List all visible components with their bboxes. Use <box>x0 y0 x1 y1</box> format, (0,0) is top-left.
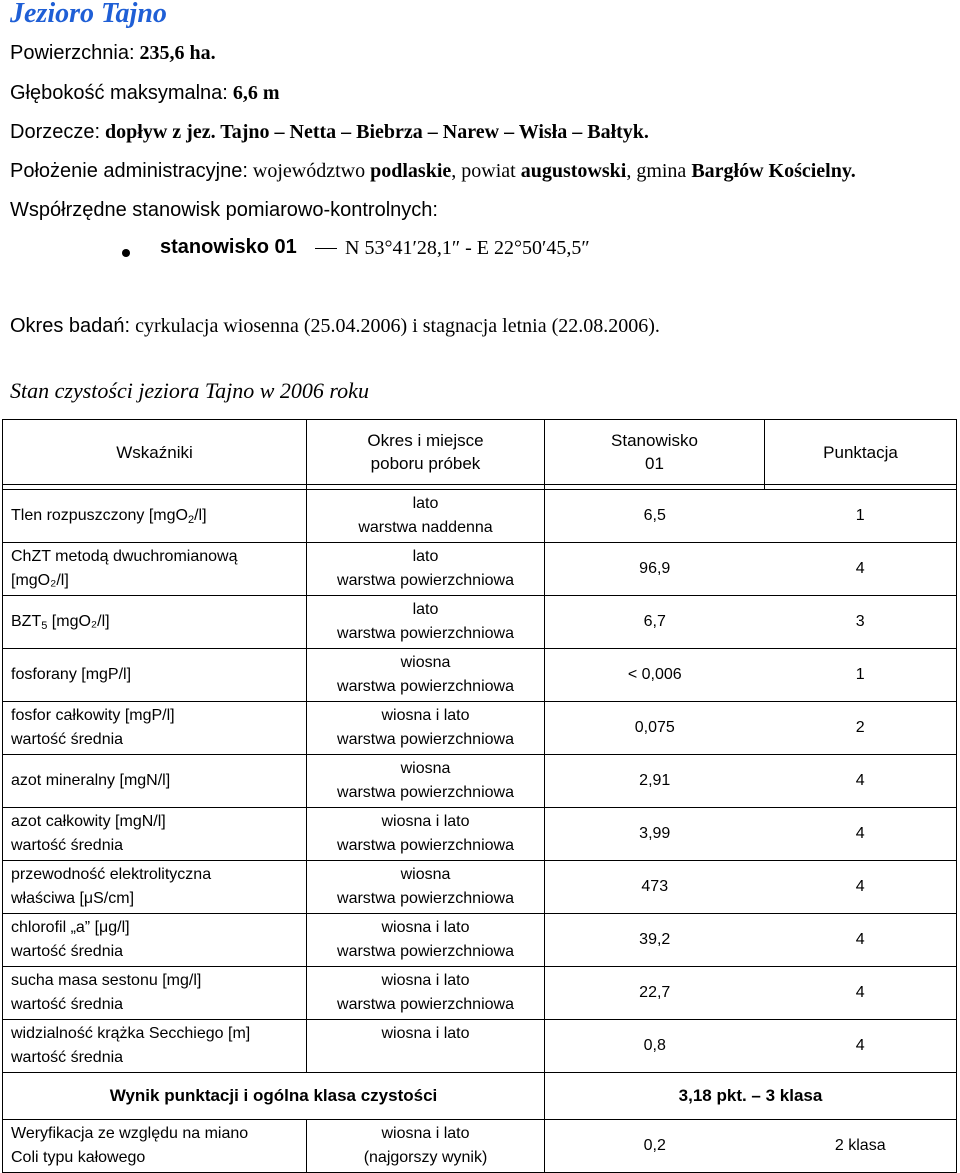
sampling-period <box>307 543 545 596</box>
indicator-subscript: 2 <box>187 514 195 526</box>
period-label: Okres badań: <box>10 315 131 337</box>
sampling-season: wiosna <box>400 654 451 671</box>
indicator-name <box>3 490 307 543</box>
table-row <box>3 543 957 596</box>
indicator-name-line1 <box>11 1022 306 1046</box>
verification-period-line: wiosna i lato <box>381 1125 470 1142</box>
indicator-name-line2: wartość średnia <box>11 996 124 1013</box>
sampling-period <box>307 596 545 649</box>
score-value: 4 <box>765 1020 957 1073</box>
sampling-layer: warstwa powierzchniowa <box>337 784 514 801</box>
verification-value: 0,2 <box>545 1120 765 1173</box>
indicator-name <box>3 861 307 914</box>
summary-result: 3,18 pkt. – 3 klasa <box>545 1073 957 1120</box>
lake-title: Jezioro Tajno <box>10 0 167 29</box>
score-value: 3 <box>765 596 957 649</box>
indicator-name <box>3 543 307 596</box>
table-row <box>3 914 957 967</box>
indicator-name-text: fosforany [mgP/l] <box>11 666 132 683</box>
summary-label: Wynik punktacji i ogólna klasa czystości <box>3 1073 545 1120</box>
score-value: 1 <box>765 649 957 702</box>
depth-label: Głębokość maksymalna: <box>10 82 228 104</box>
indicator-name <box>3 596 307 649</box>
indicator-name-text: ChZT metodą dwuchromianową <box>11 548 238 565</box>
indicator-name-line2: wartość średnia <box>11 837 124 854</box>
sampling-layer: warstwa naddenna <box>358 519 493 536</box>
header-period <box>307 420 545 485</box>
basin-value: dopływ z jez. Tajno – Netta – Biebrza – Narew – Wisła – Bałtyk. <box>105 121 649 143</box>
indicator-name-line2: wartość średnia <box>11 731 124 748</box>
score-value: 4 <box>765 543 957 596</box>
indicator-name-text: azot całkowity [mgN/l] <box>11 813 166 830</box>
verification-name-line: Coli typu kałowego <box>11 1149 146 1166</box>
station-value: 0,8 <box>545 1020 765 1073</box>
indicator-name-line1 <box>11 916 306 940</box>
sampling-season: wiosna <box>400 760 451 777</box>
verification-row <box>3 1120 957 1173</box>
table-row <box>3 808 957 861</box>
indicator-name-text: BZT <box>11 613 42 630</box>
sampling-layer: warstwa powierzchniowa <box>337 837 514 854</box>
score-value: 4 <box>765 861 957 914</box>
indicator-name-text: azot mineralny [mgN/l] <box>11 772 171 789</box>
header-station-line1: Stanowisko <box>611 431 698 450</box>
sampling-season: wiosna i lato <box>381 919 470 936</box>
station-value: 6,7 <box>545 596 765 649</box>
sampling-season: wiosna i lato <box>381 813 470 830</box>
basin-label: Dorzecze: <box>10 121 101 143</box>
station-value: 473 <box>545 861 765 914</box>
sampling-season: wiosna i lato <box>381 1025 470 1042</box>
station-value: 22,7 <box>545 967 765 1020</box>
score-value: 4 <box>765 914 957 967</box>
score-value: 1 <box>765 490 957 543</box>
coords-line <box>10 199 438 222</box>
sampling-layer: warstwa powierzchniowa <box>337 731 514 748</box>
depth-line <box>10 82 280 105</box>
indicator-unit: /l] <box>194 507 207 524</box>
basin-line <box>10 121 649 144</box>
sampling-period <box>307 967 545 1020</box>
header-period-line2: poboru próbek <box>370 454 481 473</box>
verification-name <box>3 1120 307 1173</box>
header-score: Punktacja <box>765 420 957 485</box>
table-row <box>3 755 957 808</box>
indicator-name <box>3 1020 307 1073</box>
admin-county: augustowski <box>520 160 627 182</box>
indicator-name <box>3 649 307 702</box>
indicator-name-text: widzialność krążka Secchiego [m] <box>11 1025 251 1042</box>
table-row <box>3 967 957 1020</box>
bullet-icon <box>122 249 130 257</box>
water-quality-table <box>2 419 957 1173</box>
score-value: 4 <box>765 755 957 808</box>
sampling-period <box>307 755 545 808</box>
sampling-layer: warstwa powierzchniowa <box>337 678 514 695</box>
table-subtitle: Stan czystości jeziora Tajno w 2006 roku <box>10 378 369 403</box>
indicator-name-line1 <box>11 504 306 528</box>
table-row <box>3 649 957 702</box>
sampling-period <box>307 914 545 967</box>
indicator-name-line1 <box>11 863 306 887</box>
station-label: stanowisko 01 <box>160 236 297 258</box>
sampling-layer-empty <box>307 1046 544 1070</box>
score-value: 4 <box>765 967 957 1020</box>
indicator-name-line1 <box>11 810 306 834</box>
indicator-name-line2: właściwa [μS/cm] <box>11 890 135 907</box>
score-value: 4 <box>765 808 957 861</box>
sampling-period <box>307 808 545 861</box>
verification-period <box>307 1120 545 1173</box>
sampling-layer: warstwa powierzchniowa <box>337 572 514 589</box>
indicator-name-line1 <box>11 545 306 569</box>
admin-county-label: powiat <box>461 160 516 182</box>
verification-name-line: Weryfikacja ze względu na miano <box>11 1125 249 1142</box>
indicator-name <box>3 702 307 755</box>
admin-commune: Bargłów Kościelny. <box>691 160 856 182</box>
sampling-period <box>307 490 545 543</box>
indicator-name-line2: [mgO₂/l] <box>11 572 69 589</box>
indicator-name <box>3 755 307 808</box>
sampling-period <box>307 649 545 702</box>
area-label: Powierzchnia: <box>10 42 135 64</box>
sampling-season: lato <box>412 495 439 512</box>
station-value: 96,9 <box>545 543 765 596</box>
dash-separator <box>315 248 337 249</box>
area-line <box>10 42 216 65</box>
sampling-season: lato <box>412 548 439 565</box>
header-station <box>545 420 765 485</box>
admin-line: Położenie administracyjne: województwo podlaskie, powiat augustowski, gmina Bargłów Kościelny. <box>10 160 856 182</box>
sampling-layer: warstwa powierzchniowa <box>337 943 514 960</box>
sampling-season: wiosna i lato <box>381 972 470 989</box>
sampling-layer: warstwa powierzchniowa <box>337 890 514 907</box>
admin-commune-label: gmina <box>636 160 687 182</box>
sampling-season: wiosna <box>400 866 451 883</box>
score-value: 2 <box>765 702 957 755</box>
indicator-name <box>3 967 307 1020</box>
sampling-season: lato <box>412 601 439 618</box>
indicator-name-text: chlorofil „a” [μg/l] <box>11 919 130 936</box>
table-header-row <box>3 420 957 485</box>
depth-value: 6,6 m <box>232 82 280 104</box>
indicator-name-line1 <box>11 704 306 728</box>
table-row <box>3 861 957 914</box>
station-value: 3,99 <box>545 808 765 861</box>
indicator-name-line1 <box>11 969 306 993</box>
table-row <box>3 490 957 543</box>
header-period-line1: Okres i miejsce <box>367 431 484 450</box>
indicator-name-line1 <box>11 610 306 634</box>
period-value: cyrkulacja wiosenna (25.04.2006) i stagnacja letnia (22.08.2006). <box>135 315 660 337</box>
station-value: < 0,006 <box>545 649 765 702</box>
sampling-period <box>307 861 545 914</box>
admin-label: Położenie administracyjne: <box>10 160 248 182</box>
admin-voiv-label: województwo <box>252 160 366 182</box>
station-value: 0,075 <box>545 702 765 755</box>
indicator-name-line2: wartość średnia <box>11 943 124 960</box>
table-row <box>3 596 957 649</box>
indicator-unit: [mgO₂/l] <box>47 613 110 630</box>
station-value: 39,2 <box>545 914 765 967</box>
indicator-name-line1 <box>11 663 306 687</box>
station-coords: N 53°41′28,1″ - E 22°50′45,5″ <box>345 237 590 259</box>
coords-label: Współrzędne stanowisk pomiarowo-kontrolnych: <box>10 199 438 221</box>
sampling-season: wiosna i lato <box>381 707 470 724</box>
header-indicators: Wskaźniki <box>3 420 307 485</box>
indicator-name <box>3 914 307 967</box>
indicator-name-text: przewodność elektrolityczna <box>11 866 212 883</box>
indicator-name-line1 <box>11 769 306 793</box>
station-value: 6,5 <box>545 490 765 543</box>
sampling-layer: warstwa powierzchniowa <box>337 996 514 1013</box>
sampling-period <box>307 1020 545 1073</box>
verification-class: 2 klasa <box>765 1120 957 1173</box>
indicator-name-text: fosfor całkowity [mgP/l] <box>11 707 175 724</box>
sampling-layer: warstwa powierzchniowa <box>337 625 514 642</box>
period-line <box>10 315 660 338</box>
area-value: 235,6 ha. <box>139 42 216 64</box>
indicator-name <box>3 808 307 861</box>
summary-row <box>3 1073 957 1120</box>
indicator-name-text: sucha masa sestonu [mg/l] <box>11 972 202 989</box>
table-row <box>3 702 957 755</box>
indicator-name-line2: wartość średnia <box>11 1049 124 1066</box>
indicator-name-text: Tlen rozpuszczony [mgO <box>11 507 188 524</box>
verification-period-line: (najgorszy wynik) <box>363 1149 488 1166</box>
table-row <box>3 1020 957 1073</box>
indicator-subscript: 5 <box>41 620 48 632</box>
admin-voiv: podlaskie <box>370 160 452 182</box>
sampling-period <box>307 702 545 755</box>
station-value: 2,91 <box>545 755 765 808</box>
header-station-line2: 01 <box>645 454 664 473</box>
